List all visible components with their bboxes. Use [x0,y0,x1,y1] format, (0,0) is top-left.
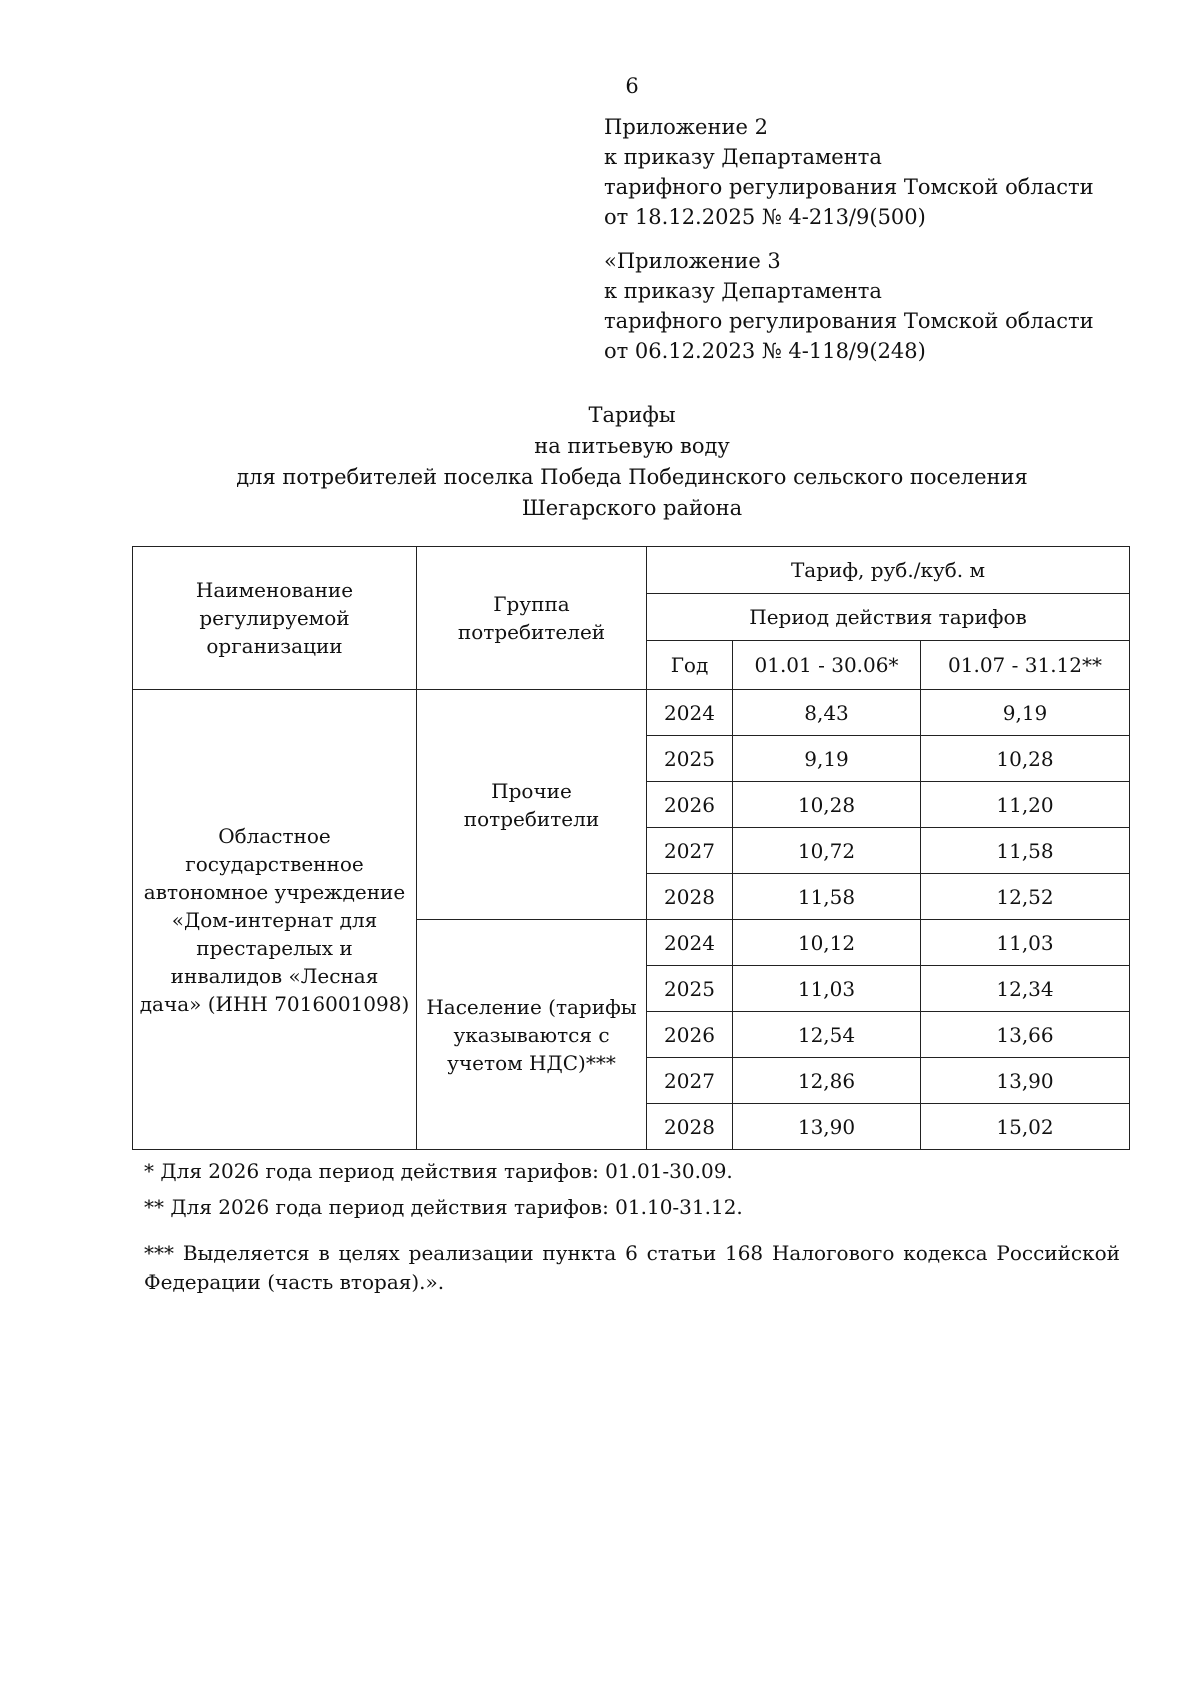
tariff-cell: 12,86 [733,1058,921,1104]
consumer-group-cell: Население (тарифы указываются с учетом НДС)*** [417,920,647,1150]
header-period1: 01.01 - 30.06* [733,641,921,690]
title-line: для потребителей поселка Победа Побединского сельского поселения [236,465,1028,489]
tariff-cell: 10,12 [733,920,921,966]
year-cell: 2027 [647,828,733,874]
appendix-previous-line: «Приложение 3 [604,249,781,273]
tariff-cell: 12,54 [733,1012,921,1058]
tariff-table [132,546,1130,1150]
header-year: Год [647,641,733,690]
year-cell: 2026 [647,782,733,828]
footnote-1: * Для 2026 года период действия тарифов: 01.01-30.09. [144,1159,733,1183]
tariff-cell: 12,34 [921,966,1130,1012]
appendix-current-header [604,112,1094,232]
tariff-cell: 8,43 [733,690,921,736]
appendix-current-line: от 18.12.2025 № 4-213/9(500) [604,205,926,229]
header-period2: 01.07 - 31.12** [921,641,1130,690]
year-cell: 2028 [647,874,733,920]
tariff-cell: 11,58 [921,828,1130,874]
year-cell: 2027 [647,1058,733,1104]
year-cell: 2026 [647,1012,733,1058]
header-org-name: Наименование регулируемой организации [133,547,417,690]
appendix-previous-header [604,246,1094,366]
tariff-cell: 13,90 [733,1104,921,1150]
appendix-current-line: Приложение 2 [604,115,768,139]
tariff-cell: 11,03 [733,966,921,1012]
appendix-current-line: к приказу Департамента [604,145,882,169]
document-title [0,400,1200,524]
tariff-cell: 10,72 [733,828,921,874]
year-cell: 2025 [647,966,733,1012]
tariff-cell: 15,02 [921,1104,1130,1150]
footnote-3: *** Выделяется в целях реализации пункта 6 статьи 168 Налогового кодекса Российской Федерации (часть вторая).». [144,1241,1120,1294]
title-line: Тарифы [588,403,676,427]
tariff-cell: 9,19 [921,690,1130,736]
table-row [133,690,1130,736]
title-line: на питьевую воду [534,434,730,458]
appendix-current-line: тарифного регулирования Томской области [604,175,1094,199]
header-row [133,547,1130,594]
tariff-cell: 11,03 [921,920,1130,966]
header-consumer-group: Группа потребителей [417,547,647,690]
tariff-cell: 9,19 [733,736,921,782]
tariff-cell: 13,66 [921,1012,1130,1058]
tariff-cell: 12,52 [921,874,1130,920]
header-period: Период действия тарифов [647,594,1130,641]
tariff-cell: 10,28 [733,782,921,828]
tariff-cell: 10,28 [921,736,1130,782]
appendix-previous-line: от 06.12.2023 № 4-118/9(248) [604,339,926,363]
page-number: 6 [625,74,639,98]
header-tariff: Тариф, руб./куб. м [647,547,1130,594]
year-cell: 2024 [647,920,733,966]
tariff-cell: 11,58 [733,874,921,920]
appendix-previous-line: тарифного регулирования Томской области [604,309,1094,333]
footnote-2: ** Для 2026 года период действия тарифов: 01.10-31.12. [144,1195,743,1219]
organization-cell: Областное государственное автономное учреждение «Дом-интернат для престарелых и инвалидов «Лесная дача» (ИНН 7016001098) [133,690,417,1150]
year-cell: 2024 [647,690,733,736]
consumer-group-cell: Прочие потребители [417,690,647,920]
year-cell: 2028 [647,1104,733,1150]
tariff-cell: 11,20 [921,782,1130,828]
tariff-cell: 13,90 [921,1058,1130,1104]
appendix-previous-line: к приказу Департамента [604,279,882,303]
title-line: Шегарского района [521,496,743,520]
year-cell: 2025 [647,736,733,782]
